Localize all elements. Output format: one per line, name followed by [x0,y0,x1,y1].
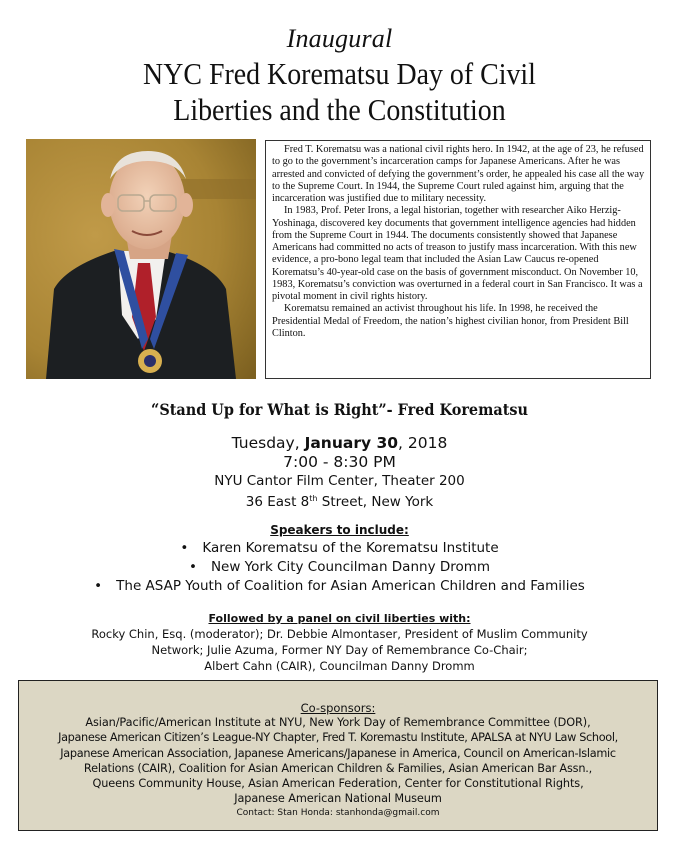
header-kicker: Inaugural [286,24,393,53]
cosponsor-line: Relations (CAIR), Coalition for Asian American Children & Families, Asian American Bar Assn., [83,761,593,775]
panel-members [50,626,630,674]
title-line-2: Liberties and the Constitution [173,92,506,127]
bullet-icon: • [188,559,197,575]
quote: “Stand Up for What is Right”- Fred Korematsu [151,400,528,419]
speaker-item [0,558,679,577]
cosponsor-line: Japanese American National Museum [234,792,442,806]
contact-info[interactable]: Contact: Stan Honda: stanhonda@gmail.com [236,807,440,818]
speaker-name: New York City Councilman Danny Dromm [210,559,491,575]
cosponsor-line: Japanese American Association, Japanese Americans/Japanese in America, Council on American-Islamic [60,746,616,760]
bio-paragraph: In 1983, Prof. Peter Irons, a legal historian, together with researcher Aiko Herzig-Yoshinaga, discovered key documents that government intelligence agencies had hidden from the Supreme Court in 1944. The documents consistently showed that Japanese Americans had committed no acts of treason to justify mass incarceration. With this new evidence, a pro-bono legal team that included the Asian Law Caucus re-opened Korematsu’s 40-year-old case on the basis of government misconduct. On November 10, 1983, Korematsu’s conviction was overturned in a federal court in San Francisco. It was a pivotal moment in civil rights history. [272,205,643,302]
cosponsors-box [18,680,658,831]
event-address [0,490,679,511]
cosponsors-list [19,715,657,807]
event-venue: NYU Cantor Film Center, Theater 200 [214,473,465,489]
address-pre: 36 East 8 [245,494,310,510]
bullet-icon: • [94,578,103,594]
event-details [0,434,679,511]
bio-paragraph: Korematsu remained an activist throughout his life. In 1998, he received the Presidential Medal of Freedom, the nation’s highest civilian honor, from President Bill Clinton. [272,303,629,339]
portrait-photo [26,139,256,379]
speaker-name: Karen Korematsu of the Korematsu Institute [202,540,499,556]
speaker-item [0,539,679,558]
panel-line: Network; Julie Azuma, Former NY Day of Remembrance Co-Chair; [151,643,528,657]
event-time: 7:00 - 8:30 PM [283,453,396,471]
speakers-header: Speakers to include: [270,523,409,537]
title-line-1: NYC Fred Korematsu Day of Civil [143,56,536,91]
event-date [0,434,679,453]
event-date-bold: January 30 [304,434,399,452]
bio-box [265,140,651,379]
portrait-illustration [26,139,256,379]
bio-paragraph: Fred T. Korematsu was a national civil rights hero. In 1942, at the age of 23, he refused to go to the government’s incarceration camps for Japanese Americans. After he was arrested and convicted of defying the government’s order, he appealed his case all the way to the Supreme Court. In 1944, the Supreme Court ruled against him, arguing that the incarceration was justified due to military necessity. [272,144,645,204]
address-post: Street, New York [317,494,434,510]
cosponsor-line: Queens Community House, Asian American Federation, Center for Constitutional Rights, [92,777,584,791]
speakers-section [0,522,679,596]
cosponsor-line: Asian/Pacific/American Institute at NYU, New York Day of Remembrance Committee (DOR), [85,716,591,729]
event-year: , 2018 [398,434,448,452]
cosponsor-line: Japanese American Citizen’s League-NY Chapter, Fred T. Koremastu Institute, APALSA at NYU Law School, [58,731,618,745]
speakers-list [0,539,679,596]
panel-line: Albert Cahn (CAIR), Councilman Danny Dromm [204,659,475,673]
panel-header: Followed by a panel on civil liberties with: [208,612,471,625]
panel-section [0,611,679,674]
event-weekday: Tuesday, [231,434,305,452]
address-sup: th [309,494,318,503]
flyer-header [0,22,679,128]
bullet-icon: • [180,540,189,556]
panel-line: Rocky Chin, Esq. (moderator); Dr. Debbie Almontaser, President of Muslim Community [91,627,588,641]
speaker-name: The ASAP Youth of Coalition for Asian American Children and Families [116,578,585,594]
cosponsors-header: Co-sponsors: [300,701,376,715]
speaker-item [0,577,679,596]
